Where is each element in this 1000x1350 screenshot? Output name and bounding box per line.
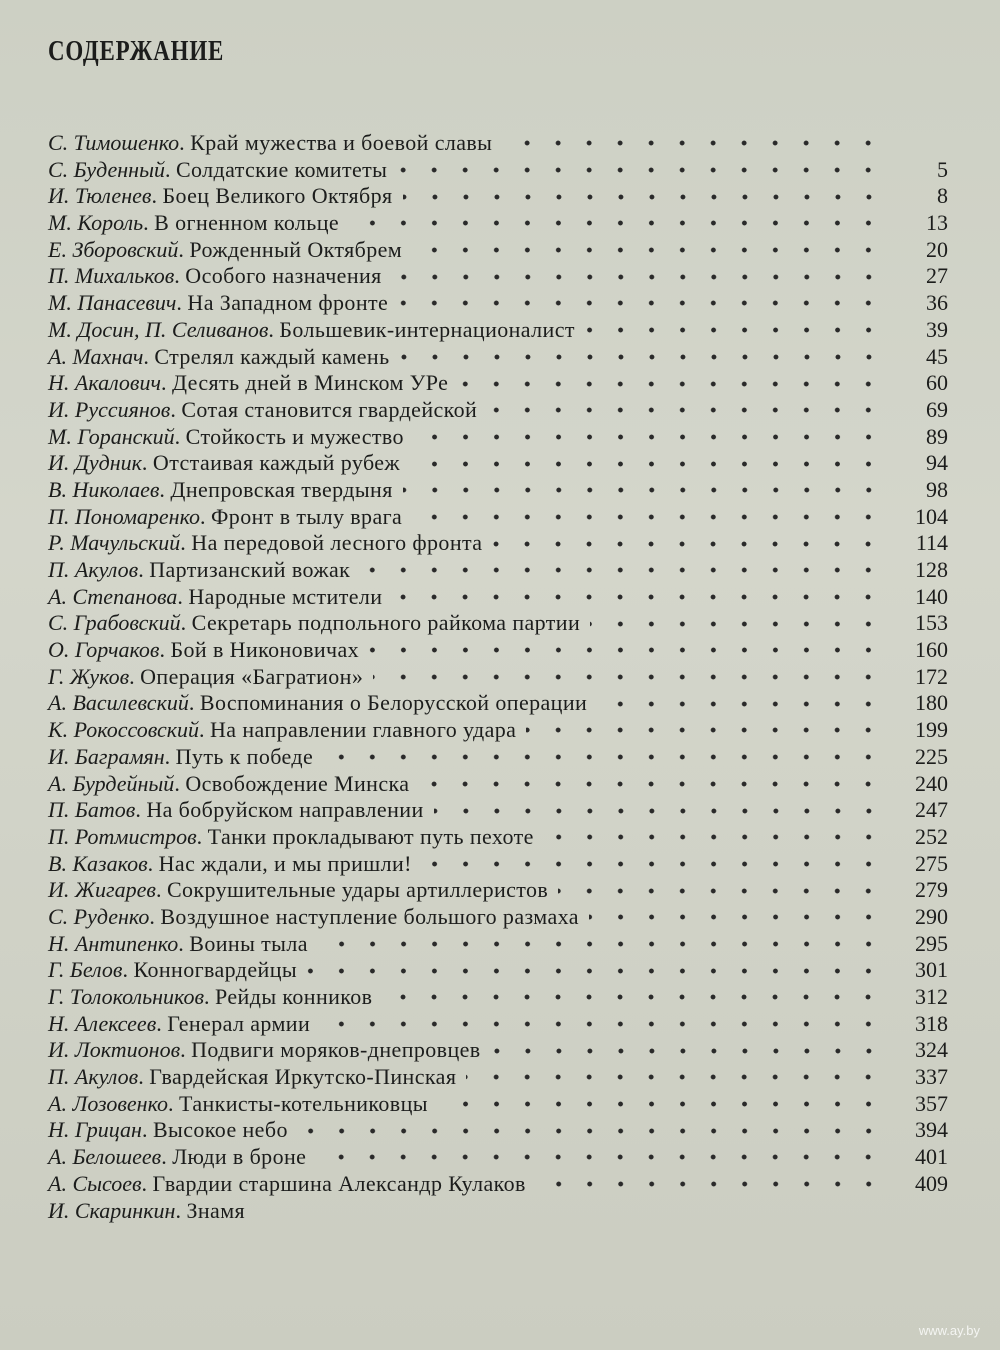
entry-author: А. Степанова [48, 583, 178, 609]
entry-page-number: 98 [926, 476, 948, 502]
toc-entry [48, 584, 948, 611]
entry-author: И. Дудник [48, 450, 142, 476]
entry-separator: . [151, 183, 163, 209]
entry-text [48, 157, 387, 183]
entry-separator: . [178, 236, 190, 262]
entry-separator: . [156, 1010, 168, 1036]
dot-leader [382, 994, 884, 1000]
contents-heading: СОДЕРЖАНИЕ [48, 36, 225, 67]
entry-text [48, 664, 363, 690]
entry-text [48, 263, 382, 289]
entry-separator: . [143, 210, 155, 236]
entry-title: Рожденный Октябрем [189, 236, 403, 262]
entry-separator: . [178, 930, 190, 956]
entry-text [48, 290, 388, 316]
entry-title: Особого назначения [185, 263, 382, 289]
entry-separator: . [143, 343, 155, 369]
entry-title: Десять дней в Минском УРе [171, 370, 449, 396]
dot-leader [590, 621, 884, 627]
entry-page-number: 180 [915, 690, 948, 716]
dot-leader [544, 834, 884, 840]
entry-page-number: 5 [937, 156, 948, 182]
entry-separator: . [204, 984, 216, 1009]
entry-author: И. Локтионов [48, 1037, 181, 1063]
entry-title: На направлении главного удара [210, 717, 517, 743]
toc-entry [48, 530, 948, 557]
entry-page-number: 20 [926, 236, 948, 262]
dot-leader [323, 754, 884, 760]
entry-author: Е. Зборовский [48, 236, 179, 262]
toc-entry [48, 984, 948, 1011]
entry-separator: . [168, 1090, 180, 1116]
entry-author: П. Акулов [48, 1064, 139, 1090]
entry-text [48, 397, 477, 423]
entry-page-number: 104 [915, 503, 948, 529]
entry-text [48, 690, 587, 716]
toc-entry [48, 610, 948, 637]
entry-separator: . [268, 316, 280, 342]
entry-separator: . [164, 743, 176, 769]
entry-text [48, 557, 350, 583]
entry-page-number: 225 [915, 743, 948, 769]
entry-text [48, 504, 402, 530]
entry-page-number: 337 [915, 1064, 948, 1090]
entry-page-number: 60 [926, 370, 948, 396]
entry-page-number: 275 [915, 850, 948, 876]
entry-page-number: 89 [926, 423, 948, 449]
entry-separator: . [159, 637, 171, 663]
dot-leader [597, 701, 884, 707]
entry-text [48, 1198, 245, 1224]
entry-title: Край мужества и боевой славы [190, 130, 493, 155]
entry-page-number: 27 [926, 263, 948, 289]
dot-leader [558, 888, 884, 894]
entry-page-number: 324 [915, 1037, 948, 1063]
entry-text [48, 477, 393, 503]
entry-author: С. Буденный [48, 156, 165, 182]
toc-entry [48, 477, 948, 504]
entry-title: Путь к победе [175, 743, 314, 769]
entry-page-number: 8 [937, 183, 948, 209]
toc-entry [48, 957, 948, 984]
entry-title: Большевик-интернационалист [279, 316, 575, 342]
entry-author: Г. Толокольников [48, 984, 205, 1009]
toc-entry [48, 557, 948, 584]
toc-entry [48, 931, 948, 958]
dot-leader [403, 194, 884, 200]
entry-separator: . [200, 503, 212, 529]
entry-author: П. Ротмистров [48, 823, 197, 849]
entry-author: К. Рокоссовский [48, 717, 200, 743]
entry-author: Н. Антипенко [48, 930, 179, 956]
entry-page-number: 39 [926, 316, 948, 342]
toc-entry [48, 290, 948, 317]
entry-title: Бой в Никоновичах [170, 637, 360, 663]
entry-text [48, 771, 409, 797]
dot-leader [412, 514, 884, 520]
dot-leader [412, 247, 884, 253]
toc-entry [48, 1091, 948, 1118]
entry-page-number: 240 [915, 770, 948, 796]
entry-author: И. Баграмян [48, 743, 165, 769]
entry-text [48, 210, 339, 236]
entry-author: Н. Акалович [48, 370, 161, 396]
entry-separator: . [179, 130, 191, 155]
entry-author: И. Жигарев [48, 877, 156, 903]
entry-text [48, 530, 482, 556]
dot-leader [458, 381, 884, 387]
dot-leader [410, 461, 884, 467]
toc-entry [48, 1144, 948, 1171]
dot-leader [392, 274, 884, 280]
entry-separator: . [196, 823, 208, 849]
entry-separator: . [160, 370, 172, 396]
entry-separator: . [164, 156, 176, 182]
entry-text [48, 450, 400, 476]
entry-page-number: 318 [915, 1010, 948, 1036]
toc-entry [48, 1064, 948, 1091]
entry-page-number: 401 [915, 1144, 948, 1170]
entry-text [48, 317, 575, 343]
entry-text [48, 824, 534, 850]
entry-page-number: 160 [915, 637, 948, 663]
entry-author: П. Батов [48, 797, 136, 823]
entry-page-number: 394 [915, 1117, 948, 1143]
dot-leader [398, 300, 884, 306]
toc-entry [48, 397, 948, 424]
toc-entry [48, 1011, 948, 1038]
entry-separator: . [180, 1037, 192, 1063]
entry-title: На Западном фронте [187, 290, 389, 316]
entry-title: Люди в броне [172, 1144, 307, 1170]
dot-leader [400, 354, 884, 360]
entry-author: А. Лозовенко [48, 1090, 169, 1116]
entry-title: Отстаивая каждый рубеж [152, 450, 401, 476]
entry-page-number: 172 [915, 663, 948, 689]
dot-leader [316, 1154, 884, 1160]
entry-text [48, 1011, 310, 1037]
toc-entry [48, 370, 948, 397]
entry-author: П. Акулов [48, 557, 139, 582]
entry-page-number: 36 [926, 290, 948, 316]
entry-author: П. Михальков [48, 263, 175, 289]
toc-entry [48, 664, 948, 691]
toc-entry [48, 1037, 948, 1064]
entry-title: Народные мстители [188, 583, 383, 609]
entry-text [48, 877, 548, 903]
entry-separator: . [155, 877, 167, 903]
entry-author: И. Тюленев [48, 183, 152, 209]
entry-page-number: 295 [915, 930, 948, 956]
entry-text [48, 370, 448, 396]
entry-separator: . [135, 797, 147, 823]
entry-title: Нас ждали, и мы пришли! [158, 850, 412, 876]
entry-author: М. Король [48, 210, 144, 236]
toc-entry [48, 263, 948, 290]
entry-title: Днепровская твердыня [170, 476, 393, 502]
entry-text [48, 1037, 481, 1063]
entry-title: Партизанский вожак [149, 557, 351, 582]
dot-leader [255, 1208, 884, 1214]
entry-title: Подвиги моряков-днепровцев [191, 1037, 481, 1063]
entry-text [48, 1117, 288, 1143]
entry-title: Гвардии старшина Александр Кулаков [152, 1170, 526, 1196]
entry-separator: . [174, 770, 186, 796]
entry-author: Г. Жуков [48, 663, 130, 689]
entry-title: Боец Великого Октября [162, 183, 393, 209]
entry-text [48, 344, 390, 370]
entry-text [48, 797, 424, 823]
entry-text [48, 637, 359, 663]
entry-title: Операция «Багратион» [140, 663, 364, 689]
entry-separator: . [159, 476, 171, 502]
entry-page-number: 252 [915, 823, 948, 849]
entry-separator: . [161, 1144, 173, 1170]
toc-entry [48, 130, 948, 157]
entry-page-number: 140 [915, 583, 948, 609]
dot-leader [403, 487, 884, 493]
dot-leader [392, 594, 884, 600]
toc-entry [48, 157, 948, 184]
entry-title: Воспоминания о Белорусской операции [199, 690, 588, 716]
toc-entry [48, 637, 948, 664]
dot-leader [536, 1181, 884, 1187]
dot-leader [349, 220, 884, 226]
toc-entry [48, 237, 948, 264]
entry-text [48, 237, 402, 263]
entry-separator: . [149, 903, 161, 929]
table-of-contents [48, 130, 948, 1224]
entry-separator: . [174, 263, 186, 289]
entry-author: С. Руденко [48, 903, 150, 929]
dot-leader [369, 647, 884, 653]
dot-leader [491, 1048, 884, 1054]
entry-author: В. Николаев [48, 476, 160, 502]
entry-text [48, 717, 516, 743]
entry-author: С. Тимошенко [48, 130, 180, 155]
entry-page-number: 69 [926, 396, 948, 422]
toc-entry [48, 1171, 948, 1198]
entry-text [48, 1171, 526, 1197]
dot-leader [414, 434, 884, 440]
entry-text [48, 957, 297, 983]
entry-text [48, 183, 393, 209]
toc-entry [48, 1198, 948, 1225]
toc-entry [48, 1117, 948, 1144]
toc-entry [48, 344, 948, 371]
toc-entry [48, 690, 948, 717]
entry-title: В огненном кольце [154, 210, 340, 236]
entry-author: А. Белошеев [48, 1144, 162, 1170]
entry-separator: . [175, 1197, 187, 1223]
entry-text [48, 130, 492, 156]
entry-separator: . [188, 690, 200, 716]
entry-page-number: 357 [915, 1090, 948, 1116]
entry-title: Рейды конников [215, 984, 373, 1009]
entry-author: А. Сысоев [48, 1170, 142, 1196]
entry-page-number: 199 [915, 717, 948, 743]
dot-leader [589, 914, 884, 920]
dot-leader [438, 1101, 884, 1107]
entry-separator: . [176, 290, 188, 316]
dot-leader [492, 541, 884, 547]
entry-title: Гвардейская Иркутско-Пинская [149, 1064, 457, 1090]
entry-title: Стрелял каждый камень [154, 343, 390, 369]
entry-author: М. Панасевич [48, 290, 177, 316]
entry-author: А. Махнач [48, 343, 144, 369]
entry-author: М. Досин, П. Селиванов [48, 316, 269, 342]
entry-title: Высокое небо [152, 1117, 288, 1143]
entry-title: Освобождение Минска [185, 770, 410, 796]
entry-author: Р. Мачульский [48, 530, 181, 556]
entry-page-number: 279 [915, 877, 948, 903]
entry-title: Знамя [186, 1197, 246, 1223]
entry-separator: . [170, 396, 182, 422]
entry-text [48, 931, 308, 957]
watermark: www.ay.by [918, 1323, 980, 1338]
entry-separator: . [138, 1064, 150, 1090]
entry-title: На бобруйском направлении [146, 797, 424, 823]
toc-entry [48, 797, 948, 824]
entry-page-number: 409 [915, 1170, 948, 1196]
dot-leader [466, 1074, 884, 1080]
dot-leader [320, 1021, 884, 1027]
entry-title: Стойкость и мужество [185, 423, 404, 449]
dot-leader [422, 861, 884, 867]
dot-leader [318, 941, 884, 947]
entry-page-number: 312 [915, 984, 948, 1009]
entry-text [48, 424, 404, 450]
entry-separator: . [122, 957, 134, 983]
toc-entry [48, 450, 948, 477]
toc-entry [48, 824, 948, 851]
entry-page-number: 301 [915, 957, 948, 983]
entry-author: А. Бурдейный [48, 770, 175, 796]
entry-separator: . [141, 1170, 153, 1196]
toc-entry [48, 183, 948, 210]
entry-author: Н. Алексеев [48, 1010, 157, 1036]
entry-page-number: 94 [926, 450, 948, 476]
dot-leader [307, 968, 884, 974]
entry-title: Сокрушительные удары артиллеристов [166, 877, 549, 903]
toc-entry [48, 744, 948, 771]
entry-page-number: 247 [915, 797, 948, 823]
entry-title: Танки прокладывают путь пехоте [207, 823, 534, 849]
entry-text [48, 904, 579, 930]
entry-author: Н. Грицан [48, 1117, 142, 1143]
entry-text [48, 851, 412, 877]
entry-page-number: 128 [915, 557, 948, 582]
dot-leader [397, 167, 884, 173]
entry-page-number: 13 [926, 210, 948, 236]
entry-page-number: 45 [926, 343, 948, 369]
dot-leader [502, 140, 884, 146]
entry-separator: . [199, 717, 211, 743]
entry-separator: . [147, 850, 159, 876]
entry-title: Солдатские комитеты [175, 156, 388, 182]
entry-title: Фронт в тылу врага [211, 503, 403, 529]
entry-text [48, 1144, 306, 1170]
entry-separator: . [141, 450, 153, 476]
entry-title: Воздушное наступление большого размаха [160, 903, 579, 929]
dot-leader [585, 327, 884, 333]
entry-text [48, 1064, 456, 1090]
toc-entry [48, 851, 948, 878]
entry-author: Г. Белов [48, 957, 123, 983]
toc-entry [48, 504, 948, 531]
entry-title: Конногвардейцы [133, 957, 298, 983]
entry-page-number: 114 [915, 530, 948, 556]
dot-leader [526, 727, 884, 733]
toc-entry [48, 317, 948, 344]
entry-text [48, 1091, 428, 1117]
dot-leader [298, 1128, 884, 1134]
toc-entry [48, 210, 948, 237]
entry-page-number: 153 [915, 610, 948, 636]
entry-page-number: 290 [915, 903, 948, 929]
toc-entry [48, 717, 948, 744]
toc-entry [48, 904, 948, 931]
entry-author: С. Грабовский [48, 610, 181, 636]
entry-separator: . [180, 610, 192, 636]
dot-leader [487, 407, 884, 413]
dot-leader [373, 674, 884, 680]
toc-entry [48, 877, 948, 904]
entry-author: И. Руссиянов [48, 396, 171, 422]
dot-leader [434, 808, 884, 814]
entry-text [48, 584, 382, 610]
entry-author: О. Горчаков [48, 637, 160, 663]
entry-text [48, 610, 580, 636]
entry-text [48, 984, 372, 1010]
entry-separator: . [177, 583, 189, 609]
entry-separator: . [129, 663, 141, 689]
entry-title: Генерал армии [167, 1010, 311, 1036]
entry-separator: . [141, 1117, 153, 1143]
entry-separator: . [180, 530, 192, 556]
entry-title: Сотая становится гвардейской [181, 396, 478, 422]
entry-author: М. Горанский [48, 423, 175, 449]
toc-entry [48, 424, 948, 451]
entry-text [48, 744, 313, 770]
entry-title: Секретарь подпольного райкома партии [191, 610, 581, 636]
entry-title: На передовой лесного фронта [191, 530, 483, 556]
entry-author: В. Казаков [48, 850, 148, 876]
entry-separator: . [138, 557, 150, 582]
entry-author: П. Пономаренко [48, 503, 201, 529]
toc-entry [48, 771, 948, 798]
entry-separator: . [174, 423, 186, 449]
entry-title: Воины тыла [189, 930, 308, 956]
entry-title: Танкисты-котельниковцы [179, 1090, 428, 1116]
dot-leader [419, 781, 884, 787]
entry-author: И. Скаринкин [48, 1197, 176, 1223]
dot-leader [360, 567, 884, 573]
entry-author: А. Василевский [48, 690, 189, 716]
